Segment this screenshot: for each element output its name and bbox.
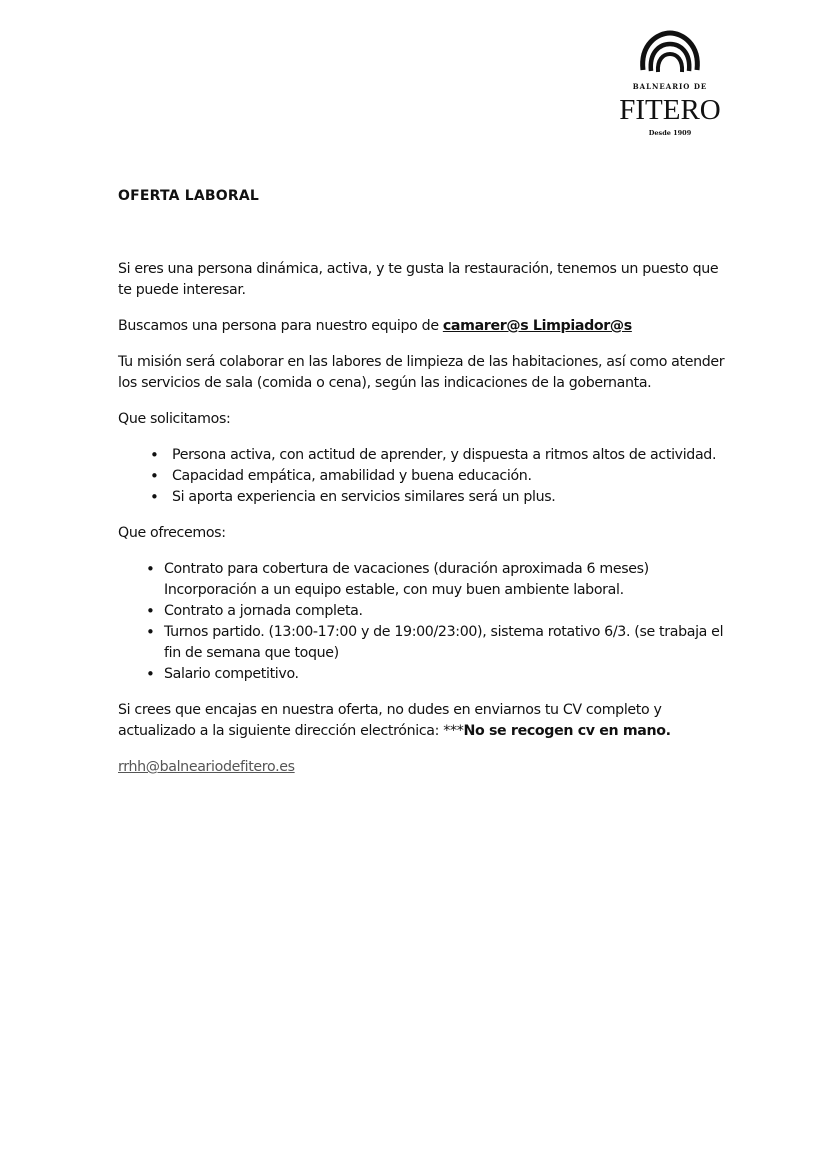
closing-text: Si crees que encajas en nuestra oferta, no dudes en enviarnos tu CV completo y actualizado a la siguiente dirección electrónica: *** (118, 702, 662, 739)
list-item: • Si aporta experiencia en servicios similares será un plus. (150, 487, 728, 508)
intro-paragraph: Si eres una persona dinámica, activa, y te gusta la restauración, tenemos un puesto que te puede interesar. (118, 261, 719, 298)
closing-note: No se recogen cv en mano. (463, 723, 671, 739)
list-item: • Salario competitivo. (146, 664, 728, 685)
list-item: • Capacidad empática, amabilidad y buena educación. (150, 466, 728, 487)
offer-heading: Que ofrecemos: (118, 525, 226, 541)
logo-line3: Desde 1909 (648, 129, 692, 137)
arches-logo-icon (638, 30, 702, 78)
document-body (118, 259, 728, 793)
page-title: OFERTA LABORAL (118, 188, 260, 204)
mission-paragraph: Tu misión será colaborar en las labores de limpieza de las habitaciones, así como atender los servicios de sala (comida o cena), según las indicaciones de la gobernanta. (118, 354, 725, 391)
search-paragraph (118, 316, 728, 337)
list-item: • Contrato para cobertura de vacaciones (duración aproximada 6 meses) Incorporación a un equipo estable, con muy buen ambiente laboral. (146, 559, 728, 601)
list-item: • Contrato a jornada completa. (146, 601, 728, 622)
closing-paragraph (118, 700, 728, 742)
search-prefix: Buscamos una persona para nuestro equipo de (118, 318, 443, 334)
company-logo (610, 30, 730, 138)
logo-line1: BALNEARIO DE (632, 82, 708, 91)
role-name: camarer@s Limpiador@s (442, 318, 632, 334)
list-item: • Turnos partido. (13:00-17:00 y de 19:00/23:00), sistema rotativo 6/3. (se trabaja el fin de semana que toque) (146, 622, 728, 664)
requirements-list (118, 445, 728, 508)
requirements-heading: Que solicitamos: (118, 411, 231, 427)
logo-line2: FITERO (619, 94, 721, 126)
email-link[interactable]: rrhh@balneariodefitero.es (118, 759, 295, 775)
offers-list (118, 559, 728, 685)
list-item: • Persona activa, con actitud de aprender, y dispuesta a ritmos altos de actividad. (150, 445, 728, 466)
